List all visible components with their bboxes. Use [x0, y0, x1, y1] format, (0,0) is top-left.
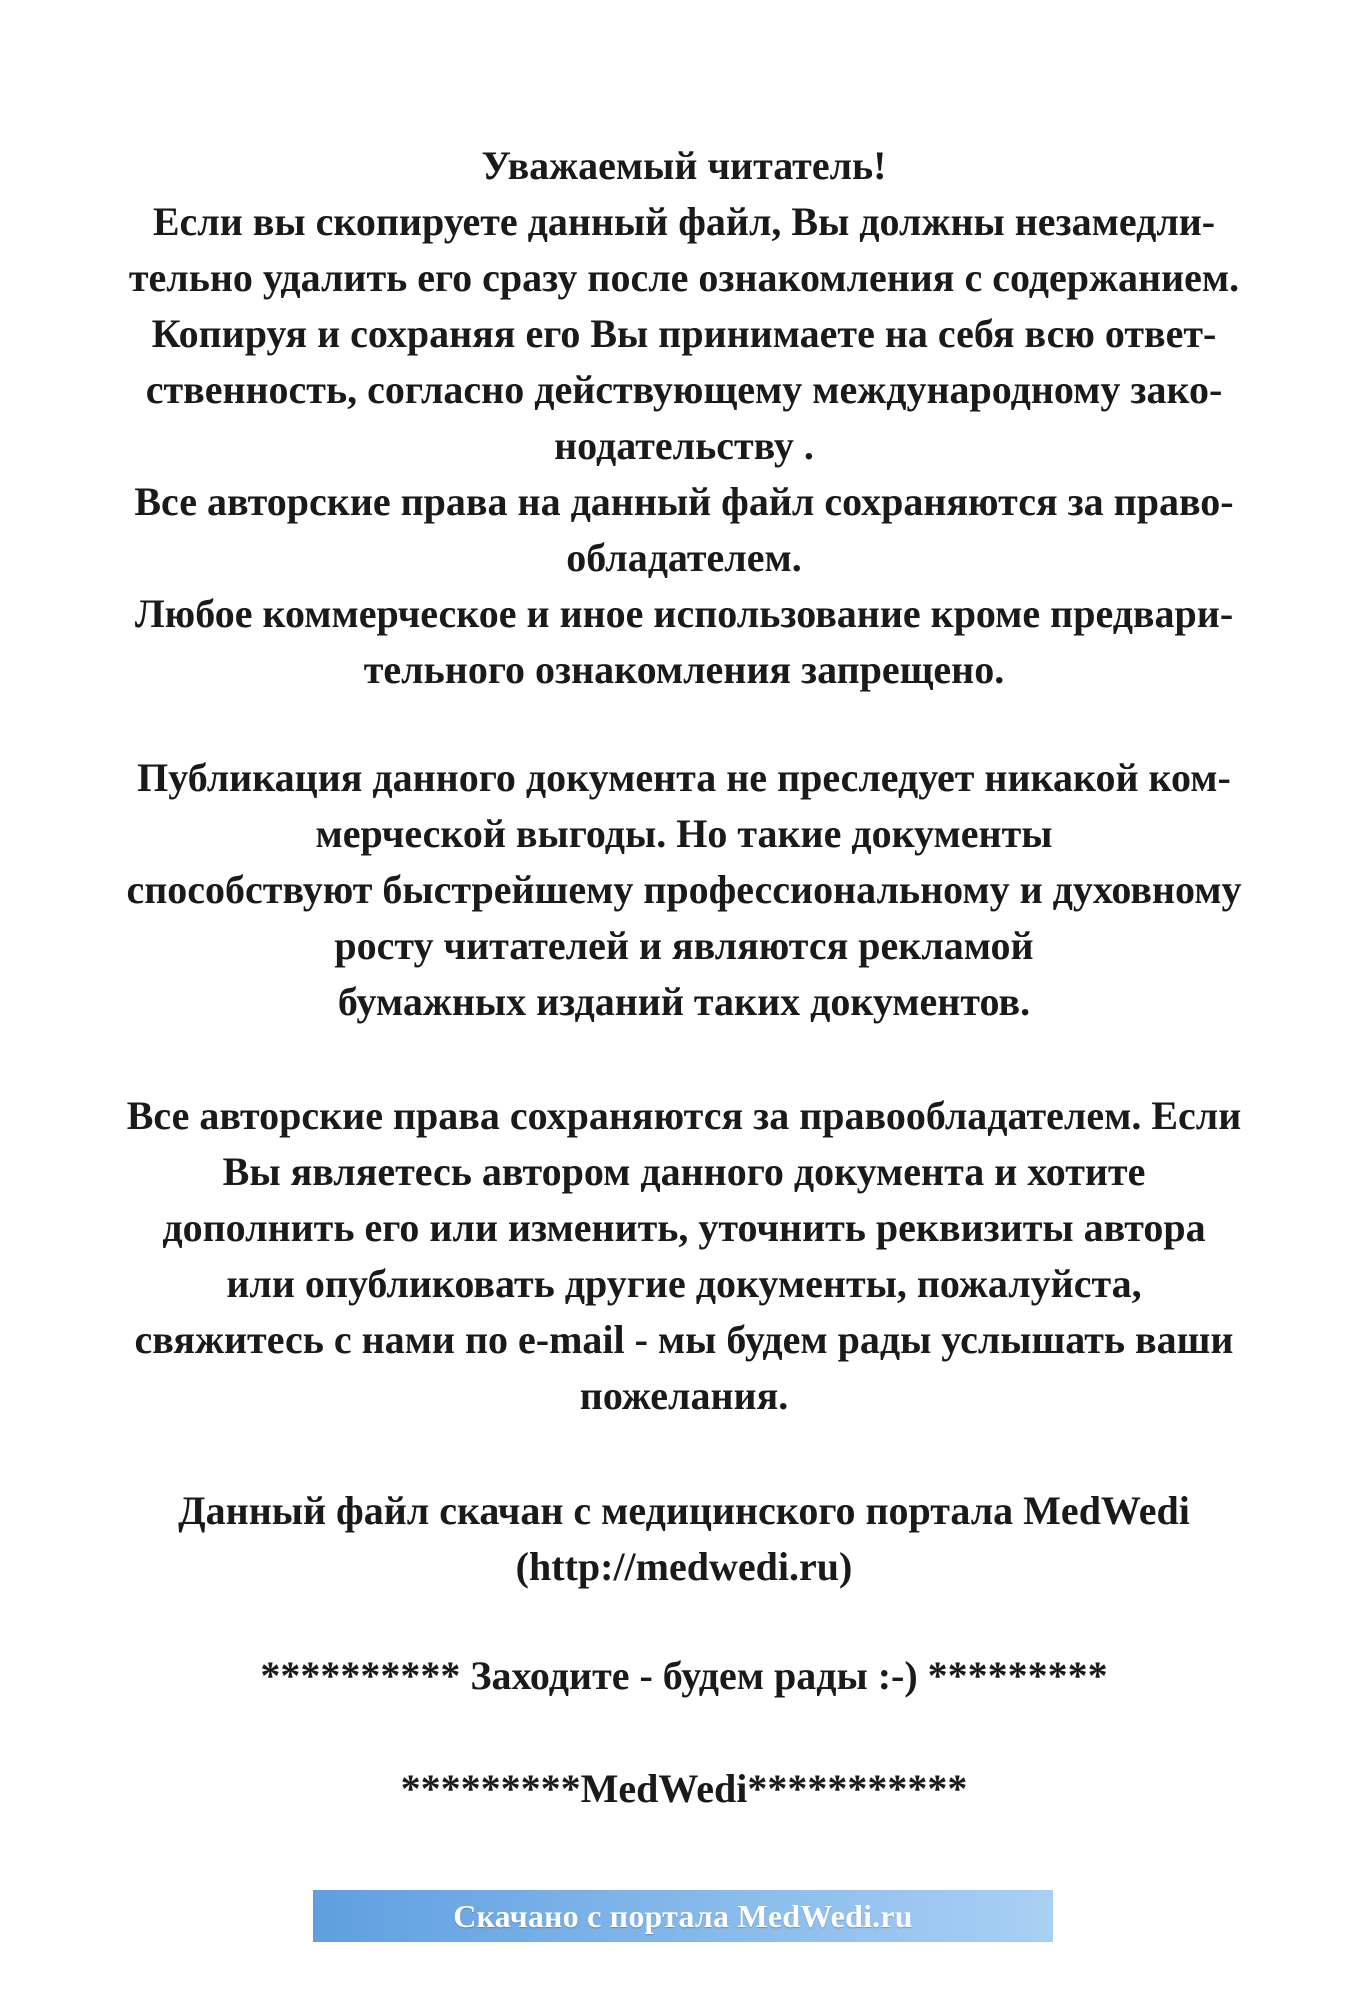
copyright-line: Все авторские права сохраняются за правообладателем. Если: [126, 1093, 1242, 1138]
notice-heading: Уважаемый читатель!: [481, 143, 887, 188]
notice-line: Все авторские права на данный файл сохраняются за право-: [134, 479, 1234, 524]
notice-line: нодательству .: [554, 423, 814, 468]
source-line: Данный файл скачан с медицинского портала MedWedi: [178, 1488, 1190, 1533]
copyright-paragraph: [20, 1088, 1348, 1424]
download-source-banner: [313, 1890, 1053, 1942]
invite-line-block: [20, 1648, 1348, 1704]
notice-line: ственность, согласно действующему международному зако-: [145, 367, 1223, 412]
brand-line: *********MedWedi***********: [400, 1766, 968, 1811]
notice-line: тельного ознакомления запрещено.: [363, 647, 1005, 692]
publication-line: мерческой выгоды. Но такие документы: [315, 811, 1053, 856]
invite-line: ********** Заходите - будем рады :-) *********: [260, 1653, 1108, 1698]
notice-line: обладателем.: [566, 535, 802, 580]
copyright-line: свяжитесь с нами по e-mail - мы будем рады услышать ваши: [134, 1317, 1234, 1362]
publication-paragraph: [20, 750, 1348, 1030]
publication-line: Публикация данного документа не преследует никакой ком-: [137, 755, 1231, 800]
publication-line: бумажных изданий таких документов.: [337, 979, 1031, 1024]
copyright-line: Вы являетесь автором данного документа и хотите: [222, 1149, 1146, 1194]
banner-text: Скачано с портала MedWedi.ru: [453, 1897, 913, 1934]
publication-line: росту читателей и являются рекламой: [334, 923, 1034, 968]
notice-line: Копируя и сохраняя его Вы принимаете на себя всю ответ-: [151, 311, 1217, 356]
brand-line-block: [20, 1761, 1348, 1817]
reader-notice-block: [20, 138, 1348, 698]
copyright-line: или опубликовать другие документы, пожалуйста,: [226, 1261, 1142, 1306]
source-paragraph: [20, 1483, 1348, 1595]
notice-line: тельно удалить его сразу после ознакомления с содержанием.: [128, 255, 1240, 300]
source-url: (http://medwedi.ru): [515, 1544, 853, 1589]
notice-line: Любое коммерческое и иное использование кроме предвари-: [134, 591, 1234, 636]
publication-line: способствуют быстрейшему профессиональному и духовному: [126, 867, 1242, 912]
copyright-line: дополнить его или изменить, уточнить реквизиты автора: [162, 1205, 1206, 1250]
notice-line: Если вы скопируете данный файл, Вы должны незамедли-: [152, 199, 1216, 244]
copyright-line: пожелания.: [579, 1373, 789, 1418]
